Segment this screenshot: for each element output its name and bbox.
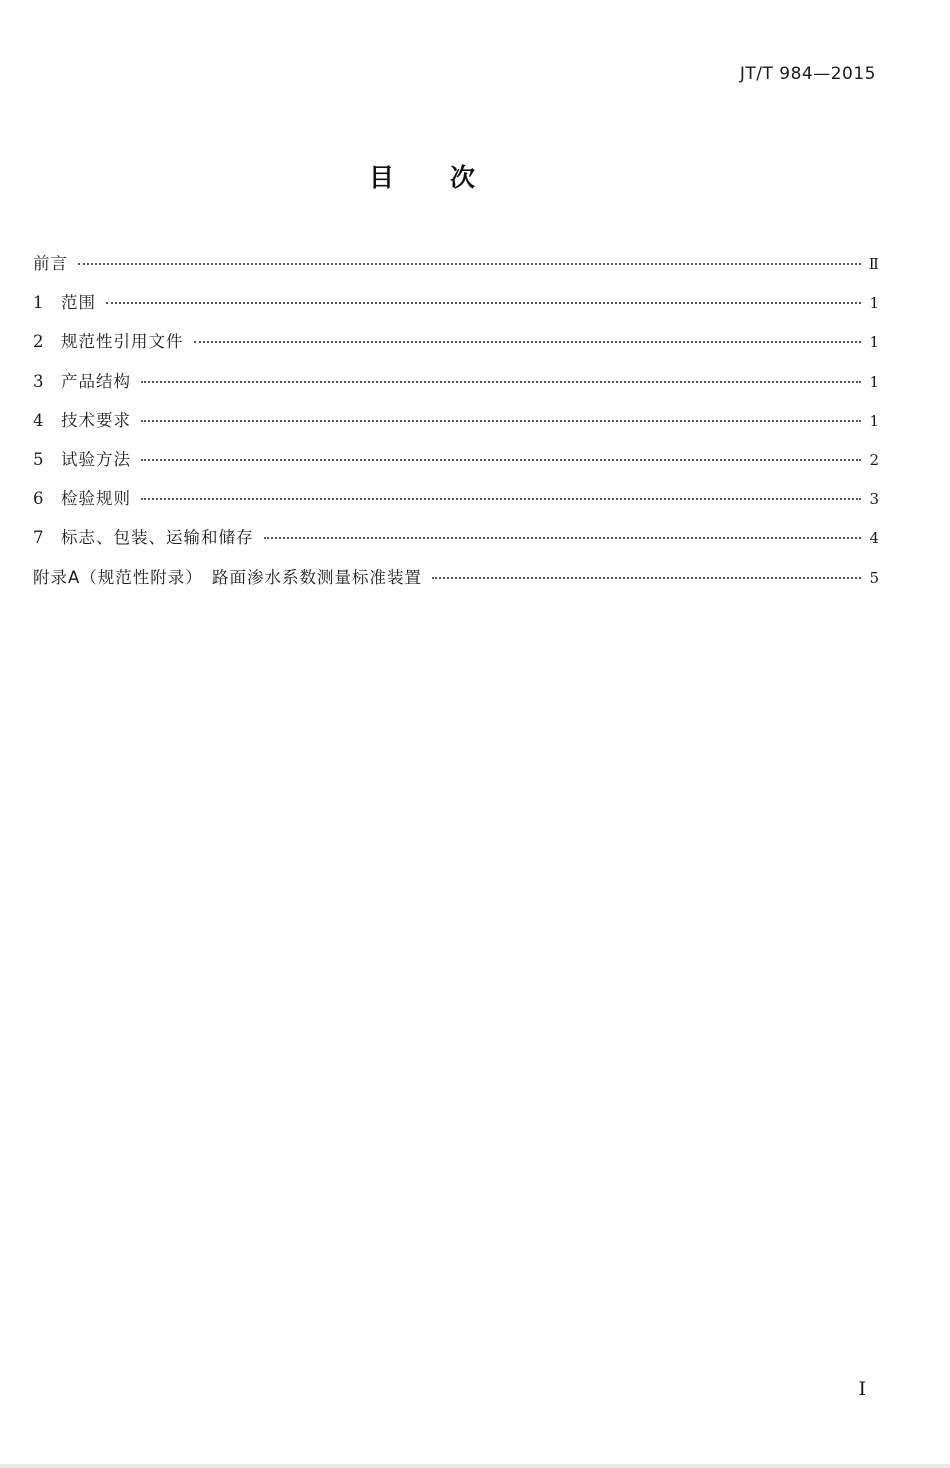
dot-leader bbox=[78, 263, 861, 265]
dot-leader bbox=[106, 302, 861, 304]
toc-entry-number: 7 bbox=[33, 528, 44, 548]
dot-leader bbox=[141, 459, 861, 461]
dot-leader bbox=[432, 577, 861, 579]
toc-entry-text: 前言 bbox=[33, 254, 68, 273]
toc-entry-page: 1 bbox=[869, 372, 879, 391]
toc-entry-foreword[interactable] bbox=[33, 250, 879, 289]
toc-entry-6[interactable] bbox=[33, 485, 879, 524]
page-bottom-edge bbox=[0, 1464, 950, 1468]
toc-title: 目次 bbox=[368, 163, 531, 192]
page-number: Ⅰ bbox=[858, 1378, 866, 1400]
toc-entry-page: 1 bbox=[869, 411, 879, 430]
toc-entry-text: 技术要求 bbox=[61, 410, 131, 430]
dot-leader bbox=[141, 381, 861, 383]
toc-entry-appendix-a[interactable] bbox=[33, 564, 879, 603]
toc-entry-7[interactable] bbox=[33, 524, 879, 563]
toc-entry-2[interactable] bbox=[33, 328, 879, 367]
toc-entry-number: 6 bbox=[33, 489, 44, 509]
toc-entry-text: 附录A（规范性附录） 路面渗水系数测量标准装置 bbox=[33, 567, 423, 587]
toc-entry-number: 2 bbox=[33, 332, 44, 352]
dot-leader bbox=[264, 537, 862, 539]
toc-entry-4[interactable] bbox=[33, 407, 879, 446]
toc-entry-page: 1 bbox=[869, 333, 879, 352]
toc-entry-page: 3 bbox=[869, 490, 879, 509]
toc-entry-page: 4 bbox=[869, 529, 879, 548]
toc-entry-page: 2 bbox=[869, 450, 879, 469]
toc-entry-page: 5 bbox=[869, 568, 879, 587]
toc-entry-text: 标志、包装、运输和储存 bbox=[61, 528, 254, 548]
dot-leader bbox=[194, 341, 862, 343]
toc-entry-1[interactable] bbox=[33, 289, 879, 328]
dot-leader bbox=[141, 420, 861, 422]
dot-leader bbox=[141, 498, 861, 500]
toc-entry-text: 范围 bbox=[61, 293, 96, 313]
toc-entry-text: 检验规则 bbox=[61, 489, 131, 509]
document-code: JT/T 984—2015 bbox=[739, 64, 876, 84]
toc-entry-3[interactable] bbox=[33, 368, 879, 407]
toc-entry-number: 5 bbox=[33, 449, 44, 469]
table-of-contents bbox=[33, 250, 879, 603]
toc-entry-text: 规范性引用文件 bbox=[61, 332, 184, 352]
toc-entry-number: 4 bbox=[33, 410, 44, 430]
toc-entry-number: 3 bbox=[33, 371, 44, 391]
toc-entry-page: Ⅱ bbox=[868, 255, 879, 273]
toc-entry-text: 产品结构 bbox=[61, 371, 131, 391]
toc-entry-text: 试验方法 bbox=[61, 449, 131, 469]
toc-entry-page: 1 bbox=[869, 294, 879, 313]
toc-entry-number: 1 bbox=[33, 293, 44, 313]
toc-entry-5[interactable] bbox=[33, 446, 879, 485]
